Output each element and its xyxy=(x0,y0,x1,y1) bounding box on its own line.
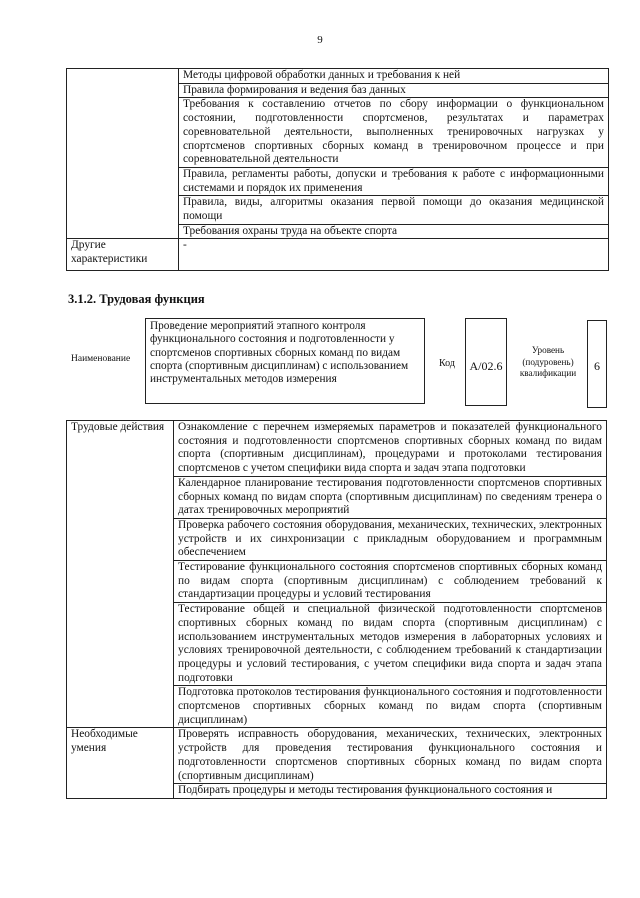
labor-action-item: Тестирование общей и специальной физической подготовленности спортсменов спортивных сборных команд по видам спорта (спортивным дисциплинам) с использованием инструментальных методов измерения в лабораторных условиях и условиях тренировочной деятельности, с соблюдением требований к стандартизации процедуры и условий тестирования, с учетом специфики вида спорта и задач этапа подготовки xyxy=(174,603,607,686)
knowledge-item: Методы цифровой обработки данных и требования к ней xyxy=(179,69,609,84)
table-row xyxy=(67,239,609,270)
name-label: Наименование xyxy=(71,354,131,364)
labor-action-item: Проверка рабочего состояния оборудования, механических, технических, электронных устройств и их синхронизации с прикладным оборудованием и программным обеспечением xyxy=(174,518,607,560)
labor-actions-label: Трудовые действия xyxy=(67,421,174,728)
labor-action-item: Тестирование функционального состояния спортсменов спортивных сборных команд по видам спорта (спортивным дисциплинам) с соблюдением требований к стандартизации процедуры и условий тестирования xyxy=(174,561,607,603)
code-label: Код xyxy=(439,358,455,369)
level-label: Уровень (подуровень) квалификации xyxy=(519,345,577,378)
knowledge-item: Требования охраны труда на объекте спорта xyxy=(179,224,609,239)
knowledge-table xyxy=(66,68,609,271)
table-row xyxy=(67,728,607,784)
actions-table xyxy=(66,420,607,799)
labor-action-item: Ознакомление с перечнем измеряемых параметров и показателей функционального состояния и подготовленности спортсменов спортивных сборных команд по видам спорта (спортивным дисциплинам), процедурами и протоколами тестирования спортсменов с учетом специфики вида спорта и задач этапа подготовки xyxy=(174,421,607,477)
table-row xyxy=(67,69,609,84)
knowledge-item: Требования к составлению отчетов по сбору информации о функциональном состоянии, подготовленности спортсменов, результатах и параметрах соревновательной деятельности, выполненных тренировочных нагрузках у спортсменов спортивных сборных команд в тренировочном процессе и при соревновательной деятельности xyxy=(179,98,609,168)
section-heading: 3.1.2. Трудовая функция xyxy=(68,292,205,306)
page-number: 9 xyxy=(317,34,323,46)
skill-item: Подбирать процедуры и методы тестирования функционального состояния и xyxy=(174,784,607,799)
table-row xyxy=(67,421,607,477)
required-skills-label: Необходимые умения xyxy=(67,728,174,799)
name-value-box: Проведение мероприятий этапного контроля функционального состояния и подготовленности у спортсменов спортивных сборных команд по видам спорта (спортивным дисциплинам) с использованием инструментальных методов измерения xyxy=(145,318,425,404)
labor-action-item: Подготовка протоколов тестирования функционального состояния и подготовленности спортсменов спортивных сборных команд по видам спорта (спортивным дисциплинам) xyxy=(174,686,607,728)
left-cell-empty xyxy=(67,69,179,239)
code-value-box: A/02.6 xyxy=(465,318,507,406)
skill-item: Проверять исправность оборудования, механических, технических, электронных устройств для проведения тестирования функционального состояния и подготовленности спортсменов спортивных сборных команд по видам спорта (спортивным дисциплинам) xyxy=(174,728,607,784)
knowledge-item: Правила, регламенты работы, допуски и требования к работе с информационными системами и порядок их применения xyxy=(179,167,609,195)
level-value-box: 6 xyxy=(587,320,607,408)
knowledge-item: Правила, виды, алгоритмы оказания первой помощи до оказания медицинской помощи xyxy=(179,196,609,224)
other-characteristics-label: Другие характеристики xyxy=(67,239,179,270)
other-characteristics-value: - xyxy=(179,239,609,270)
knowledge-item: Правила формирования и ведения баз данных xyxy=(179,83,609,98)
labor-action-item: Календарное планирование тестирования подготовленности спортсменов спортивных сборных команд по видам спорта (спортивным дисциплинам) по сведениям тренера о датах тренировочных мероприятий xyxy=(174,476,607,518)
